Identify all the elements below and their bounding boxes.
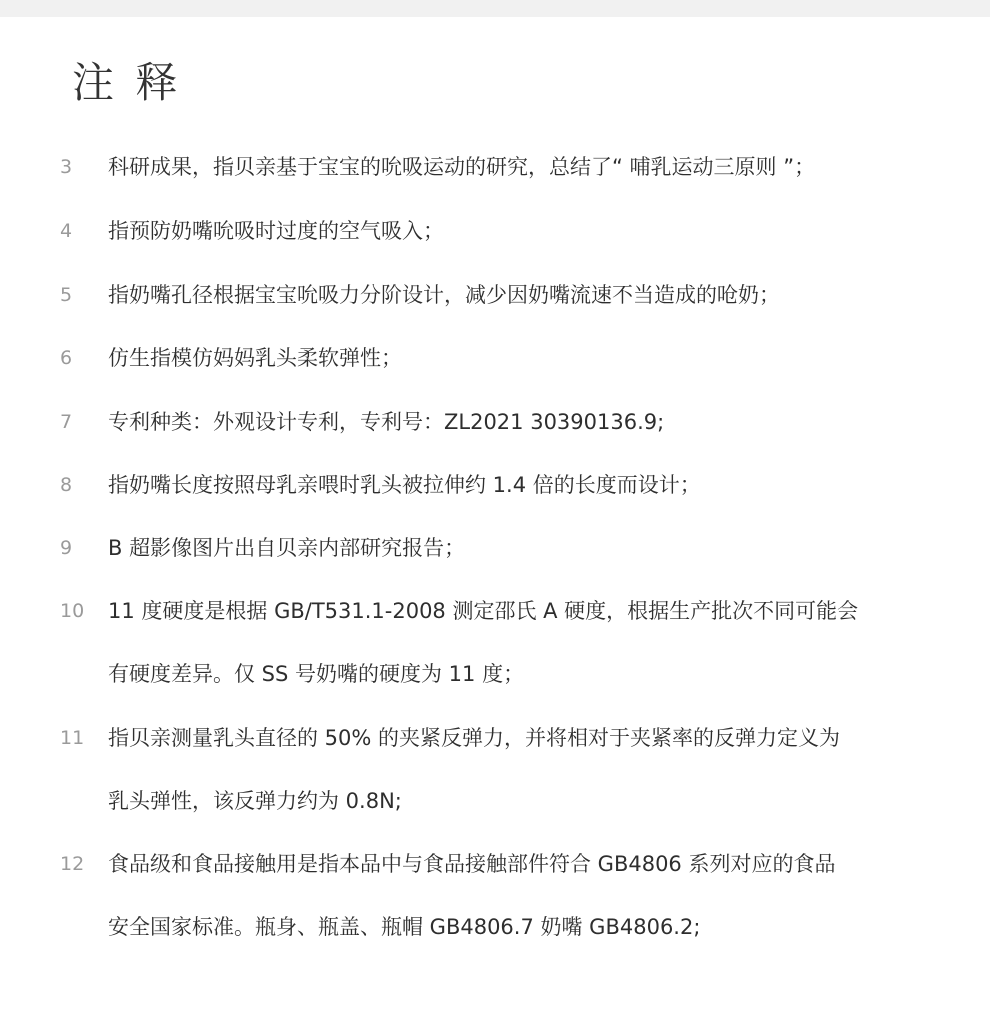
note-text: 科研成果，指贝亲基于宝宝的吮吸运动的研究，总结了“ 哺乳运动三原则 ”； [108,155,816,179]
note-text-continued: 有硬度差异。仅 SS 号奶嘴的硬度为 11 度； [108,662,525,686]
note-text: 专利种类：外观设计专利，专利号：ZL2021 30390136.9; [108,410,665,434]
note-text: 指贝亲测量乳头直径的 50% 的夹紧反弹力，并将相对于夹紧率的反弹力定义为 [108,726,841,750]
note-text: 仿生指模仿妈妈乳头柔软弹性； [108,346,402,370]
note-text-continued: 安全国家标准。瓶身、瓶盖、瓶帽 GB4806.7 奶嘴 GB4806.2; [108,915,701,939]
note-number: 12 [60,853,85,875]
note-number: 4 [60,220,73,242]
note-number: 11 [60,727,85,749]
note-text-continued: 乳头弹性，该反弹力约为 0.8N; [108,789,402,813]
note-number: 9 [60,537,73,559]
note-number: 6 [60,347,73,369]
note-number: 5 [60,284,73,306]
note-text: 指奶嘴孔径根据宝宝吮吸力分阶设计，减少因奶嘴流速不当造成的呛奶； [108,283,780,307]
top-band [0,0,990,17]
page-title: 注 释 [72,58,182,107]
note-number: 8 [60,474,73,496]
note-number: 10 [60,600,85,622]
note-text: 食品级和食品接触用是指本品中与食品接触部件符合 GB4806 系列对应的食品 [108,852,836,876]
note-text: 11 度硬度是根据 GB/T531.1-2008 测定邵氏 A 硬度，根据生产批次不同可能会 [108,599,859,623]
note-text: 指奶嘴长度按照母乳亲喂时乳头被拉伸约 1.4 倍的长度而设计； [108,473,701,497]
note-text: B 超影像图片出自贝亲内部研究报告； [108,536,466,560]
note-number: 7 [60,411,73,433]
note-text: 指预防奶嘴吮吸时过度的空气吸入； [108,219,444,243]
note-number: 3 [60,156,73,178]
